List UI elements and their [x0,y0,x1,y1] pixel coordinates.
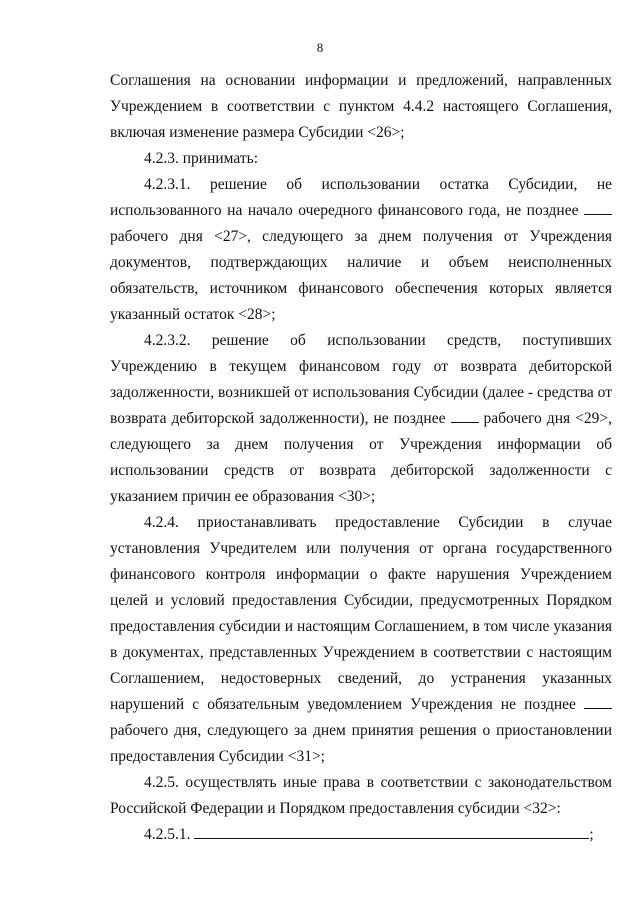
paragraph-text: Соглашения на основании информации и предложений, направленных Учреждением в соответствии с пунктом 4.4.2 настоящего Соглашения, включая изменение размера Субсидии <26>; [110,72,612,141]
paragraph-4-2-3-2 [110,328,612,510]
paragraph-4-2-3 [110,146,612,172]
blank-days-field [584,694,612,709]
paragraph-text-after-blank: ; [589,826,594,843]
paragraph-4-2-5 [110,770,612,822]
paragraph-4-2-5-1 [110,822,612,848]
paragraph-text-after-blank: рабочего дня <27>, следующего за днем получения от Учреждения документов, подтверждающих наличие и объем неисполненных обязательств, источником финансового обеспечения которых является указанный остаток <28>; [110,228,612,323]
paragraph-agreement-continuation [110,68,612,146]
blank-days-field [584,200,612,215]
paragraph-text-after-blank: рабочего дня, следующего за днем принятия решения о приостановлении предоставления Субсидии <31>; [110,722,612,765]
paragraph-text: 4.2.5. осуществлять иные права в соответствии с законодательством Российской Федерации и Порядком предоставления субсидии <32>: [110,774,612,817]
blank-right-field [194,824,589,839]
paragraph-text-before-blank: 4.2.3.1. решение об использовании остатка Субсидии, не использованного на начало очередного финансового года, не позднее [110,176,612,219]
paragraph-text-before-blank: 4.2.5.1. [144,826,191,843]
paragraph-4-2-3-1 [110,172,612,328]
paragraph-text-before-blank: 4.2.3.2. решение об использовании средств, поступивших Учреждению в текущем финансовом году от возврата дебиторской задолженности, возникшей от использования Субсидии (далее - средства от возврата дебиторской задолженности), не позднее [110,332,612,427]
paragraph-text: 4.2.3. принимать: [144,150,259,167]
blank-days-field [451,408,479,423]
paragraph-text-before-blank: 4.2.4. приостанавливать предоставление Субсидии в случае установления Учредителем или получения от органа государственного финансового контроля информации о факте нарушения Учреждением целей и условий предоставления Субсидии, предусмотренных Порядком предоставления субсидии и настоящим Соглашением, в том числе указания в документах, представленных Учреждением в соответствии с настоящим Соглашением, недостоверных сведений, до устранения указанных нарушений с обязательным уведомлением Учреждения не позднее [110,514,612,713]
page-number: 8 [316,40,324,55]
paragraph-text-after-blank: рабочего дня <29>, следующего за днем получения от Учреждения информации об использовании средств от возврата дебиторской задолженности с указанием причин ее образования <30>; [110,410,612,505]
document-body [110,68,612,848]
paragraph-4-2-4 [110,510,612,770]
